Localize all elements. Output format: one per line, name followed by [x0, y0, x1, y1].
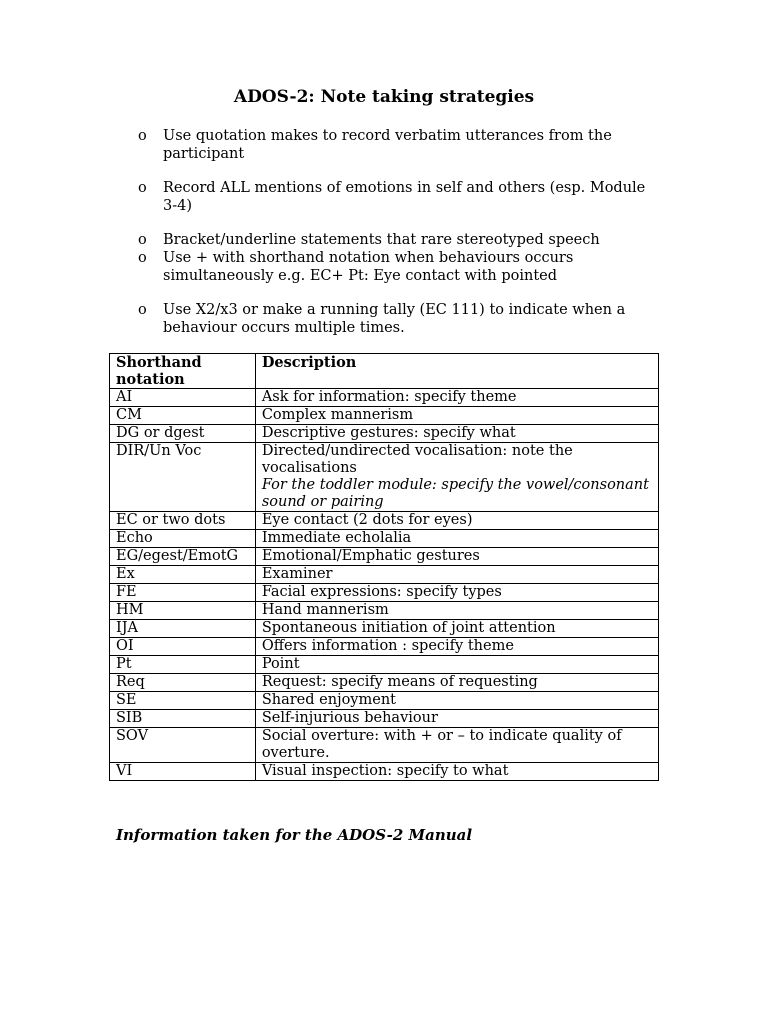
- notation-note: For the toddler module: specify the vowel/consonant sound or pairing: [261, 477, 649, 510]
- column-header-description: Description: [255, 354, 658, 389]
- table-row: [110, 674, 659, 692]
- table-row: [110, 425, 659, 443]
- table-row: [110, 763, 659, 781]
- list-item-text: Record ALL mentions of emotions in self and others (esp. Module 3-4): [163, 180, 646, 214]
- notation-code: SE: [110, 692, 256, 710]
- notation-description: Complex mannerism: [255, 407, 658, 425]
- notation-code: DG or dgest: [110, 425, 256, 443]
- table-row: [110, 710, 659, 728]
- list-item: [138, 127, 658, 163]
- table-row: [110, 656, 659, 674]
- notation-description: Self-injurious behaviour: [255, 710, 658, 728]
- list-item-text: Use X2/x3 or make a running tally (EC 111) to indicate when a behaviour occurs multiple times.: [163, 302, 626, 336]
- table-row: [110, 638, 659, 656]
- notation-code: OI: [110, 638, 256, 656]
- strategy-list: [138, 127, 658, 337]
- notation-code: Pt: [110, 656, 256, 674]
- bullet-marker: o: [138, 180, 147, 196]
- notation-code: Req: [110, 674, 256, 692]
- notation-description: Point: [255, 656, 658, 674]
- table-row: [110, 620, 659, 638]
- notation-description: Emotional/Emphatic gestures: [255, 548, 658, 566]
- table-row: [110, 512, 659, 530]
- notation-description: Shared enjoyment: [255, 692, 658, 710]
- bullet-marker: o: [138, 302, 147, 318]
- table-row: [110, 443, 659, 512]
- table-row: [110, 566, 659, 584]
- notation-description: Facial expressions: specify types: [255, 584, 658, 602]
- table-row: [110, 728, 659, 763]
- notation-code: IJA: [110, 620, 256, 638]
- notation-description: Visual inspection: specify to what: [255, 763, 658, 781]
- notation-description: Examiner: [255, 566, 658, 584]
- notation-code: Ex: [110, 566, 256, 584]
- table-row: [110, 602, 659, 620]
- notation-code: HM: [110, 602, 256, 620]
- notation-description: Spontaneous initiation of joint attention: [255, 620, 658, 638]
- bullet-marker: o: [138, 250, 147, 266]
- table-row: [110, 548, 659, 566]
- table-header-row: [110, 354, 659, 389]
- page-title: ADOS-2: Note taking strategies: [233, 87, 535, 107]
- list-item-text: Use quotation makes to record verbatim utterances from the participant: [163, 128, 612, 162]
- notation-code: FE: [110, 584, 256, 602]
- notation-code: VI: [110, 763, 256, 781]
- source-note: Information taken for the ADOS-2 Manual: [116, 826, 473, 844]
- list-item: [138, 301, 658, 337]
- list-item: [138, 179, 658, 215]
- notation-description: Descriptive gestures: specify what: [255, 425, 658, 443]
- notation-code: CM: [110, 407, 256, 425]
- notation-description: Directed/undirected vocalisation: note the vocalisations: [261, 443, 573, 476]
- table-row: [110, 692, 659, 710]
- notation-description: Social overture: with + or – to indicate quality of overture.: [255, 728, 658, 763]
- table-row: [110, 530, 659, 548]
- notation-code: SOV: [110, 728, 256, 763]
- table-row: [110, 407, 659, 425]
- table-row: [110, 584, 659, 602]
- column-header-shorthand: Shorthand notation: [110, 354, 256, 389]
- notation-description: Eye contact (2 dots for eyes): [255, 512, 658, 530]
- notation-description: Hand mannerism: [255, 602, 658, 620]
- notation-code: DIR/Un Voc: [110, 443, 256, 512]
- list-item-text: Use + with shorthand notation when behaviours occurs simultaneously e.g. EC+ Pt: Eye contact with pointed: [163, 250, 574, 284]
- notation-description: Immediate echolalia: [255, 530, 658, 548]
- list-item-text: Bracket/underline statements that rare stereotyped speech: [163, 232, 600, 248]
- notation-code: EC or two dots: [110, 512, 256, 530]
- notation-description: Offers information : specify theme: [255, 638, 658, 656]
- table-row: [110, 389, 659, 407]
- notation-description: Request: specify means of requesting: [255, 674, 658, 692]
- notation-code: AI: [110, 389, 256, 407]
- bullet-marker: o: [138, 232, 147, 248]
- bullet-marker: o: [138, 128, 147, 144]
- list-item: [138, 231, 658, 249]
- notation-code: SIB: [110, 710, 256, 728]
- notation-code: EG/egest/EmotG: [110, 548, 256, 566]
- notation-table: [109, 353, 659, 781]
- notation-description-cell: [255, 443, 658, 512]
- notation-code: Echo: [110, 530, 256, 548]
- notation-description: Ask for information: specify theme: [255, 389, 658, 407]
- list-item: [138, 249, 658, 285]
